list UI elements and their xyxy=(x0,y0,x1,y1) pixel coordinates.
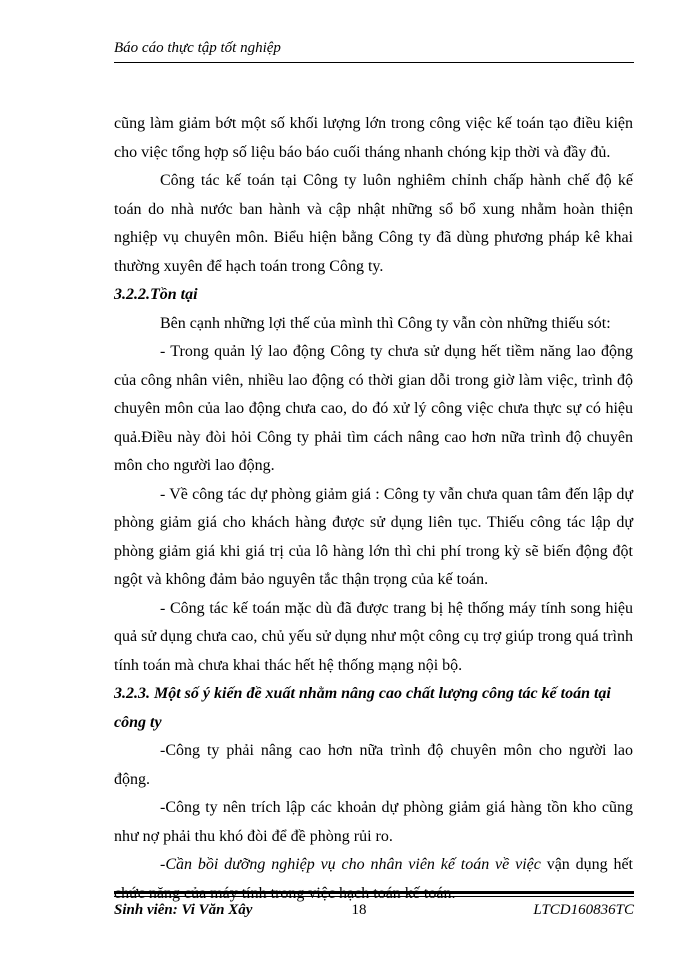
paragraph-labor-management: - Trong quản lý lao động Công ty chưa sử dụng hết tiềm năng lao động của công nhân viên, nhiều lao động có thời gian dỗi trong giờ làm việc, trình độ chuyên môn của lao động chưa cao, do đó xử lý công việc chưa thực sự có hiệu quả.Điều này đòi hỏi Công ty phải tìm cách nâng cao hơn nữa trình độ chuyên môn cho người lao động. xyxy=(114,343,633,474)
header-divider xyxy=(114,62,634,63)
paragraph-continuation: cũng làm giảm bớt một số khối lượng lớn trong công việc kế toán tạo điều kiện cho việc tổng hợp số liệu báo báo cuối tháng nhanh chóng kịp thời và đầy đủ. xyxy=(114,115,633,161)
footer-divider-thin xyxy=(114,896,634,897)
page-content xyxy=(114,110,633,908)
footer-student-code: LTCD160836TC xyxy=(533,902,634,918)
footer-page-number: 18 xyxy=(351,902,367,918)
paragraph-proposal-2: -Công ty nên trích lập các khoản dự phòng giảm giá hàng tồn kho cũng như nợ phải thu khó đòi để đề phòng rủi ro. xyxy=(114,799,633,845)
paragraph-proposal-3 xyxy=(114,851,633,908)
proposal-3-italic-lead: -Cần bồi dưỡng nghiệp vụ cho nhân viên kế toán về việc xyxy=(160,856,541,873)
paragraph-provision-discount: - Về công tác dự phòng giảm giá : Công ty vẫn chưa quan tâm đến lập dự phòng giảm giá cho khách hàng được sử dụng liên tục. Thiếu công tác lập dự phòng giảm giá khi giá trị của lô hàng lớn thì chi phí trong kỳ sẽ biến động đột ngột và không đảm bảo nguyên tắc thận trọng của kế toán. xyxy=(114,485,633,588)
paragraph-shortcomings-intro: Bên cạnh những lợi thế của mình thì Công ty vẫn còn những thiếu sót: xyxy=(160,314,611,332)
paragraph-computer-system: - Công tác kế toán mặc dù đã được trang bị hệ thống máy tính song hiệu quả sử dụng chưa cao, chủ yếu sử dụng như một công cụ trợ giúp trong quá trình tính toán mà chưa khai thác hết hệ thống mạng nội bộ. xyxy=(114,599,633,674)
section-heading-3-2-3: 3.2.3. Một số ý kiến đề xuất nhằm nâng cao chất lượng công tác kế toán tại công ty xyxy=(114,685,611,731)
paragraph-accounting-compliance: Công tác kế toán tại Công ty luôn nghiêm chỉnh chấp hành chế độ kế toán do nhà nước ban hành và cập nhật những sổ bổ xung nhằm hoàn thiện nghiệp vụ chuyên môn. Biểu hiện bằng Công ty đã dùng phương pháp kê khai thường xuyên để hạch toán trong Công ty. xyxy=(114,172,633,275)
paragraph-proposal-1: -Công ty phải nâng cao hơn nữa trình độ chuyên môn cho người lao động. xyxy=(114,742,633,788)
proposal-3-rest: vận dụng hết chức năng của máy tính trong việc hạch toán kế toán. xyxy=(114,856,633,902)
page-header-title: Báo cáo thực tập tốt nghiệp xyxy=(114,40,281,56)
footer-divider-thick xyxy=(114,891,634,894)
page-footer xyxy=(114,902,634,924)
footer-student-name: Sinh viên: Vi Văn Xây xyxy=(114,902,253,918)
section-heading-3-2-2: 3.2.2.Tồn tại xyxy=(114,286,198,303)
